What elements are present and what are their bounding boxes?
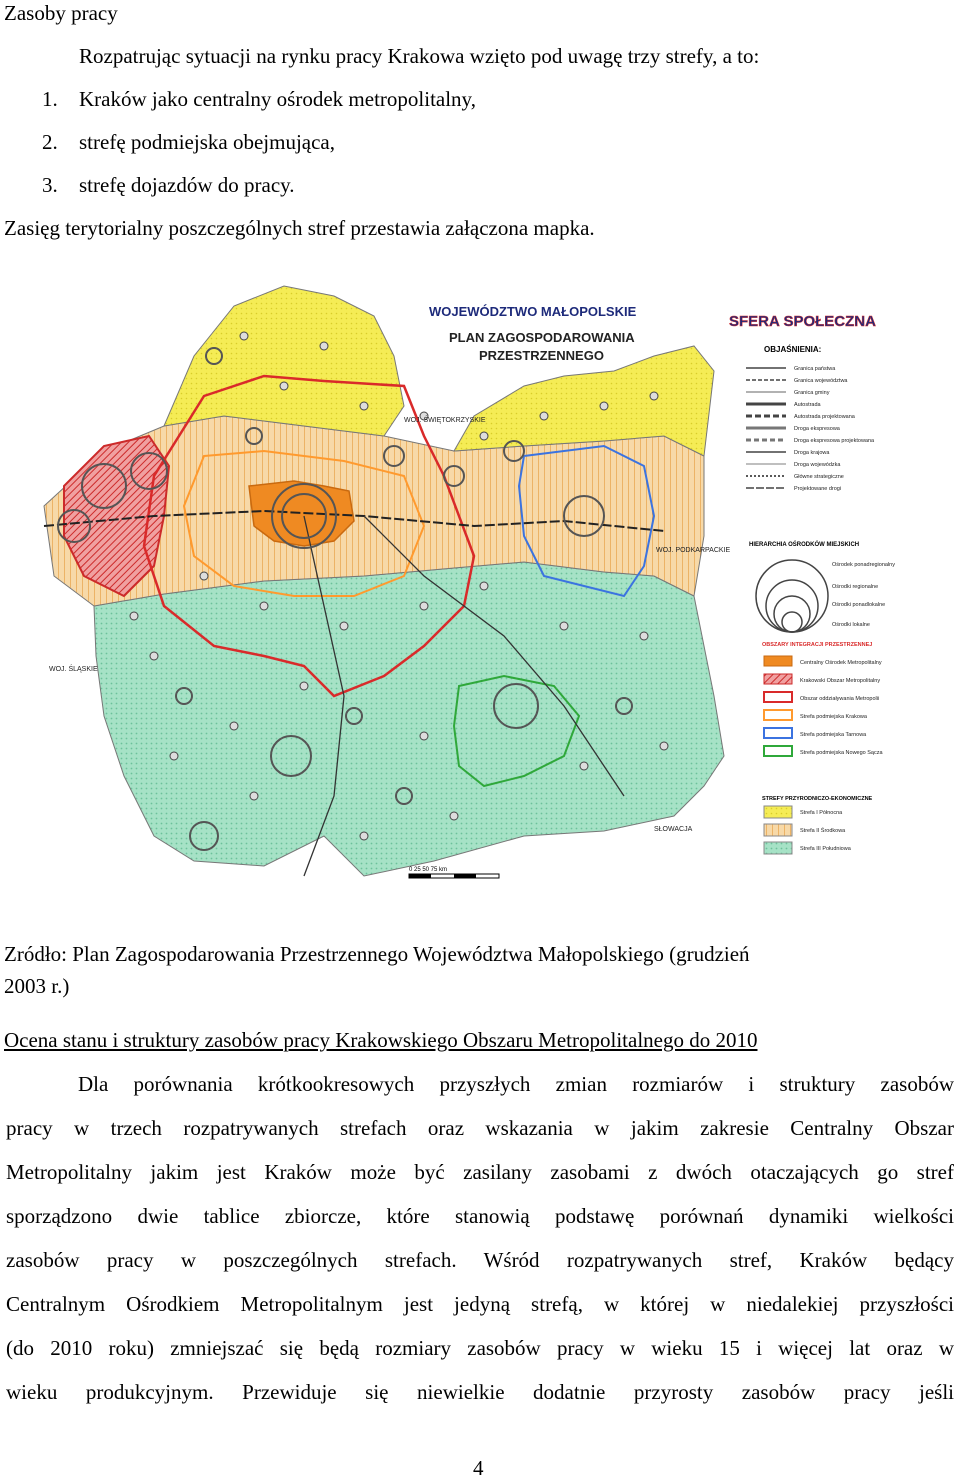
- legend-hierarchy-labels: [832, 562, 895, 628]
- legend-strefy: STREFY PRZYRODNICZO-EKONOMICZNE: [762, 796, 873, 802]
- scale-bar: [409, 867, 499, 878]
- svg-text:0 25 50 75 km: 0 25 50 75 km: [409, 867, 448, 873]
- paragraph-line-3: Metropolitalny jakim jest Kraków może być zasilany zasobami z dwóch otaczających go stref: [6, 1160, 954, 1184]
- paragraph-line-1: Dla porównania krótkookresowych przyszłych zmian rozmiarów i struktury zasobów: [78, 1072, 954, 1096]
- svg-text:Autostrada: Autostrada: [794, 402, 821, 408]
- svg-text:Strefa podmiejska Nowego Sącza: Strefa podmiejska Nowego Sącza: [800, 750, 883, 756]
- paragraph-line-4: sporządzono dwie tablice zbiorcze, które stanowią podstawę porównań dynamiki wielkości: [6, 1204, 954, 1228]
- source-line-2: 2003 r.): [4, 974, 70, 998]
- region-map: [4, 276, 956, 924]
- zone-item-1-text: Kraków jako centralny ośrodek metropolitalny,: [79, 87, 476, 111]
- paragraph-line-2: pracy w trzech rozpatrywanych strefach oraz wskazania w jakim zakresie Centralny Obszar: [6, 1116, 954, 1140]
- map-title-2: PLAN ZAGOSPODAROWANIA: [449, 330, 635, 345]
- svg-text:Ośrodki ponadlokalne: Ośrodki ponadlokalne: [832, 602, 886, 608]
- zone-north: [164, 286, 404, 436]
- svg-text:Strefa podmiejska Krakowa: Strefa podmiejska Krakowa: [800, 714, 867, 720]
- page-number: 4: [473, 1456, 484, 1480]
- source-line-1: Zródło: Plan Zagospodarowania Przestrzennego Województwa Małopolskiego (grudzień: [4, 942, 750, 966]
- legend-obszary: OBSZARY INTEGRACJI PRZESTRZENNEJ: [762, 642, 873, 648]
- zone-item-1-number: 1.: [42, 87, 58, 111]
- paragraph-line-8: wieku produkcyjnym. Przewiduje się niewielkie dodatnie przyrosty zasobów pracy jeśli: [6, 1380, 954, 1404]
- svg-text:Autostrada projektowana: Autostrada projektowana: [794, 414, 855, 420]
- label-swietokrzyskie: WOJ. ŚWIĘTOKRZYSKIE: [404, 417, 486, 424]
- svg-text:Projektowane drogi: Projektowane drogi: [794, 486, 842, 492]
- legend-lines: [746, 368, 786, 488]
- map-intro: Zasięg terytorialny poszczególnych stref przestawia załączona mapka.: [4, 216, 595, 240]
- label-slowacja: SŁOWACJA: [654, 826, 693, 833]
- zone-item-3-number: 3.: [42, 173, 58, 197]
- svg-text:Granica państwa: Granica państwa: [794, 366, 836, 372]
- label-podkarpackie: WOJ. PODKARPACKIE: [656, 547, 731, 554]
- legend-line-labels: [794, 366, 875, 492]
- svg-text:Droga krajowa: Droga krajowa: [794, 450, 830, 456]
- svg-text:Granica województwa: Granica województwa: [794, 378, 848, 384]
- map-sfera: SFERA SPOŁECZNA: [729, 313, 876, 330]
- svg-text:Główne strategiczne: Główne strategiczne: [794, 474, 844, 480]
- paragraph-line-6: Centralnym Ośrodkiem Metropolitalnym jest jedyną strefą, w której w niedalekiej przyszłości: [6, 1292, 954, 1316]
- svg-text:Centralny Ośrodek Metropolital: Centralny Ośrodek Metropolitalny: [800, 660, 882, 666]
- zone-south: [94, 562, 724, 876]
- legend-strefy-swatches: [764, 806, 792, 854]
- svg-text:Droga ekspresowa projektowana: Droga ekspresowa projektowana: [794, 438, 875, 444]
- zone-item-2-number: 2.: [42, 130, 58, 154]
- svg-text:Ośrodki regionalne: Ośrodki regionalne: [832, 584, 879, 590]
- paragraph-line-7: (do 2010 roku) zmniejszać się będą rozmiary zasobów pracy w wieku 15 i więcej lat oraz w: [6, 1336, 954, 1360]
- legend-obszary-swatches: [764, 656, 792, 756]
- intro-text: Rozpatrując sytuacji na rynku pracy Krakowa wzięto pod uwagę trzy strefy, a to:: [79, 44, 760, 68]
- svg-text:Strefa I Północna: Strefa I Północna: [800, 810, 843, 816]
- svg-text:Ośrodek ponadregionalny: Ośrodek ponadregionalny: [832, 562, 895, 568]
- heading: Zasoby pracy: [4, 1, 118, 25]
- legend-hierarchy: HIERARCHIA OŚRODKÓW MIEJSKICH: [749, 542, 860, 548]
- svg-text:Strefa III Południowa: Strefa III Południowa: [800, 846, 851, 852]
- map-title-3: PRZESTRZENNEGO: [479, 348, 604, 363]
- svg-text:Obszar oddziaływania Metropoli: Obszar oddziaływania Metropolii: [800, 696, 880, 702]
- paragraph-line-5: zasobów pracy w poszczególnych strefach. Wśród rozpatrywanych stref, Kraków będący: [6, 1248, 954, 1272]
- label-slaskie: WOJ. ŚLĄSKIE: [49, 666, 98, 673]
- map-title-1: WOJEWÓDZTWO MAŁOPOLSKIE: [429, 304, 637, 319]
- body-paragraph: [6, 1062, 954, 1414]
- section-title: Ocena stanu i struktury zasobów pracy Krakowskiego Obszaru Metropolitalnego do 2010: [4, 1028, 758, 1052]
- svg-text:Krakowski Obszar Metropolitaln: Krakowski Obszar Metropolitalny: [800, 678, 881, 684]
- svg-text:Strefa II Środkowa: Strefa II Środkowa: [800, 828, 846, 834]
- zone-item-2-text: strefę podmiejska obejmująca,: [79, 130, 335, 154]
- svg-text:Droga wojewódzka: Droga wojewódzka: [794, 462, 841, 468]
- zone-item-3-text: strefę dojazdów do pracy.: [79, 173, 295, 197]
- legend-obszary-labels: [800, 660, 883, 756]
- legend-hierarchy-circles: [756, 560, 828, 632]
- svg-text:Droga ekspresowa: Droga ekspresowa: [794, 426, 840, 432]
- legend-header: OBJAŚNIENIA:: [764, 345, 822, 354]
- svg-text:Granica gminy: Granica gminy: [794, 390, 830, 396]
- legend-strefy-labels: [800, 810, 852, 852]
- svg-text:Ośrodki lokalne: Ośrodki lokalne: [832, 622, 870, 628]
- svg-text:Strefa podmiejska Tarnowa: Strefa podmiejska Tarnowa: [800, 732, 867, 738]
